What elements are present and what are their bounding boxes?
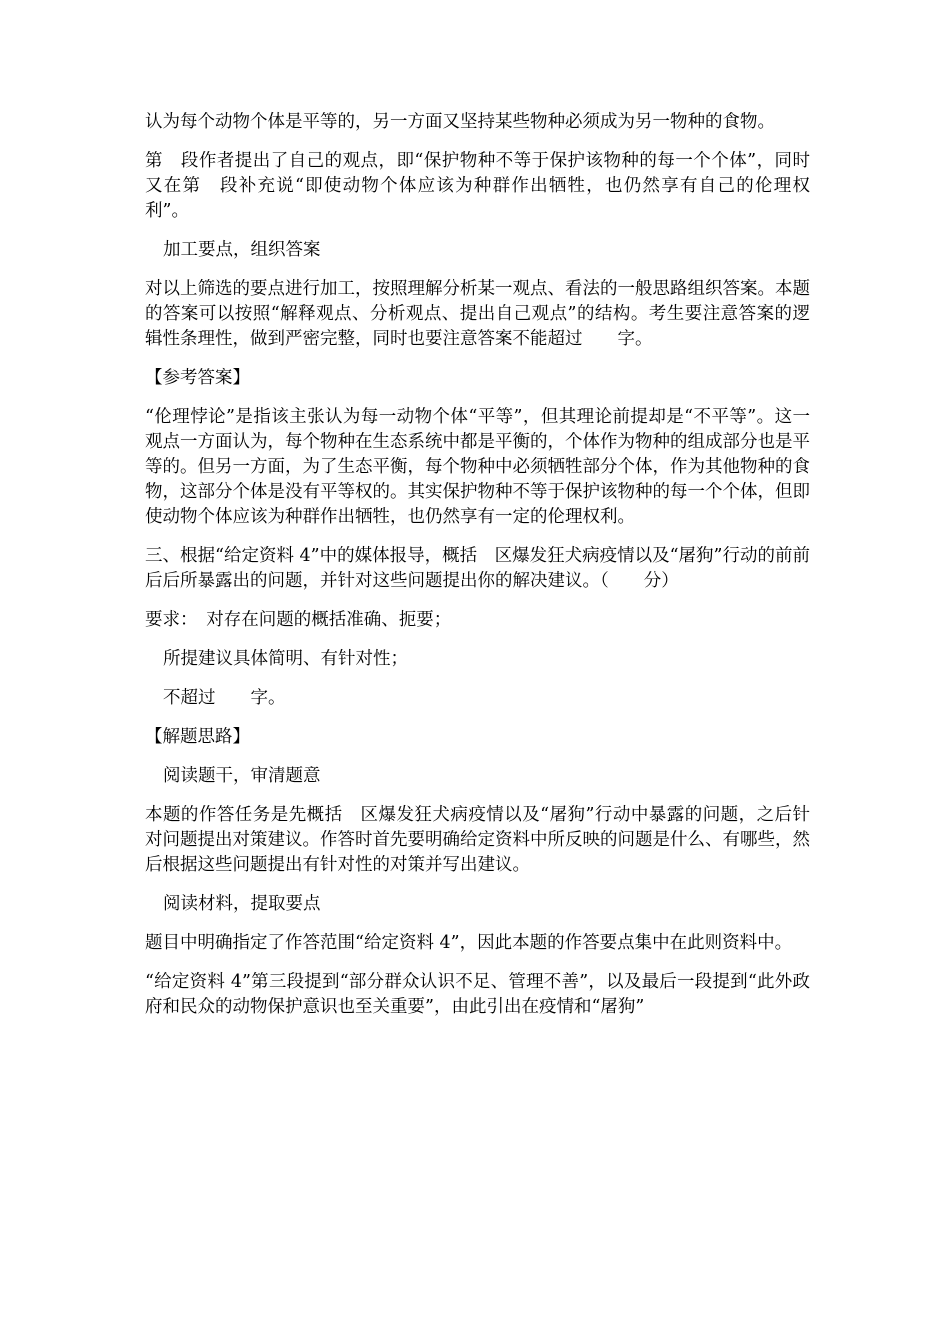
- paragraph-scope: 题目中明确指定了作答范围“给定资料 4”，因此本题的作答要点集中在此则资料中。: [145, 933, 793, 953]
- section-step-heading-process: 加工要点，组织答案: [163, 240, 321, 260]
- solution-idea-heading: 【解题思路】: [145, 727, 250, 747]
- reference-answer-text: “伦理悖论”是指该主张认为每一动物个体“平等”，但其理论前提却是“不平等”。这一观点一方面认为，每个物种在生态系统中都是平衡的，个体作为物种的组成部分也是平等的。但另一方面，为了生态平衡，每个物种中必须牺牲部分个体，作为其他物种的食物，这部分个体是没有平等权的。其实保护物种不等于保护该物种的每一个个体，但即使动物个体应该为种群作出牺牲，也仍然享有一定的伦理权利。: [145, 407, 810, 527]
- paragraph-3: 对以上筛选的要点进行加工，按照理解分析某一观点、看法的一般思路组织答案。本题的答案可以按照“解释观点、分析观点、提出自己观点”的结构。考生要注意答案的逻辑性条理性，做到严密完整，同时也要注意答案不能超过 字。: [145, 279, 810, 349]
- step-heading-read-material: 阅读材料，提取要点: [163, 894, 321, 914]
- paragraph-1: 认为每个动物个体是平等的，另一方面又坚持某些物种必须成为另一物种的食物。: [145, 112, 775, 132]
- paragraph-2: 第 段作者提出了自己的观点，即“保护物种不等于保护该物种的每一个个体”，同时又在第 段补充说“即使动物个体应该为种群作出牺牲，也仍然享有自己的伦理权利”。: [145, 151, 810, 221]
- paragraph-material-points: “给定资料 4”第三段提到“部分群众认识不足、管理不善”，以及最后一段提到“此外政府和民众的动物保护意识也至关重要”，由此引出在疫情和“屠狗”: [145, 972, 810, 1017]
- paragraph-task-description: 本题的作答任务是先概括 区爆发狂犬病疫情以及“屠狗”行动中暴露的问题，之后针对问题提出对策建议。作答时首先要明确给定资料中所反映的问题是什么、有哪些，然后根据这些问题提出有针对性的对策并写出建议。: [145, 805, 810, 875]
- document-page: [145, 110, 810, 1034]
- requirement-2: 所提建议具体简明、有针对性；: [163, 649, 408, 669]
- question-three: 三、根据“给定资料 4”中的媒体报导，概括 区爆发狂犬病疫情以及“屠狗”行动的前前后后所暴露出的问题，并针对这些问题提出你的解决建议。（ 分）: [145, 546, 810, 591]
- reference-answer-heading: 【参考答案】: [145, 368, 250, 388]
- requirement-3: 不超过 字。: [163, 688, 286, 708]
- step-heading-read-question: 阅读题干，审清题意: [163, 766, 321, 786]
- requirement-1: 要求： 对存在问题的概括准确、扼要；: [145, 610, 452, 630]
